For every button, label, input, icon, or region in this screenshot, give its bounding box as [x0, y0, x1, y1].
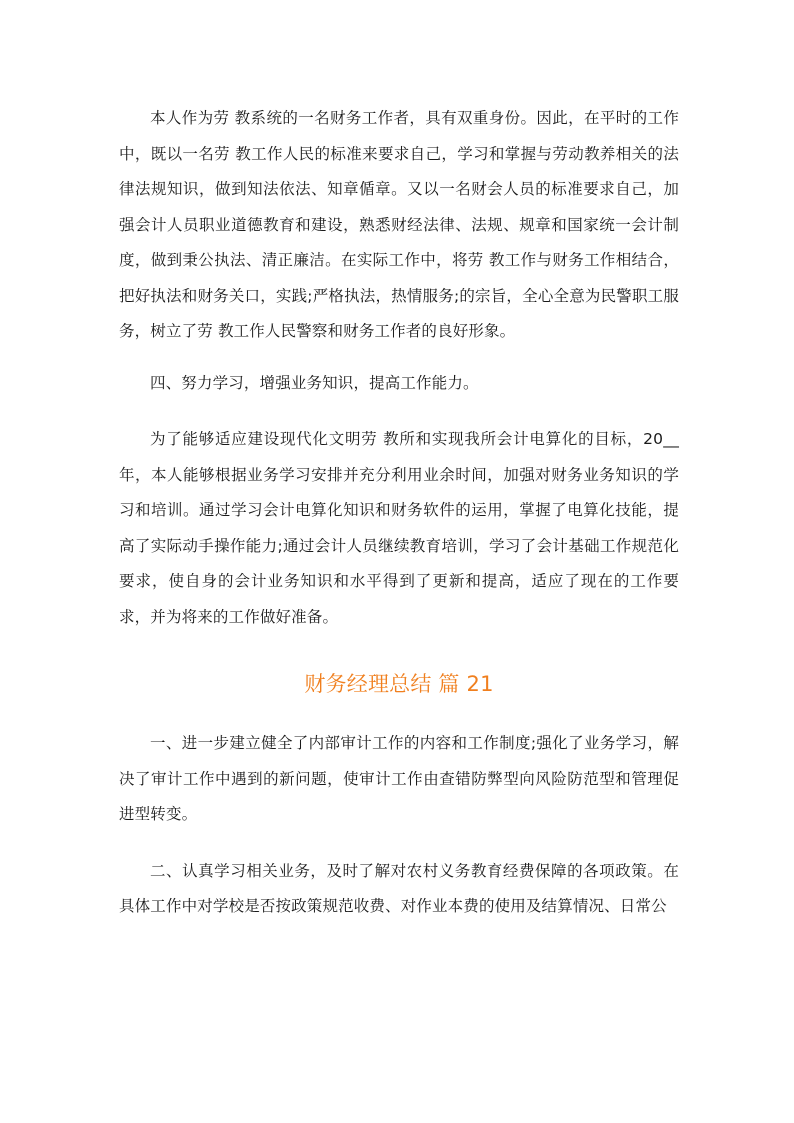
paragraph-section-four-title: 四、努力学习，增强业务知识，提高工作能力。 — [150, 373, 479, 392]
section-heading: 财务经理总结 篇 21 — [304, 672, 494, 696]
paragraph-study-and-training: 为了能够适应建设现代化文明劳 教所和实现我所会计电算化的目标，20__年，本人能够根据业务学习安排并充分利用业余时间，加强对财务业务知识的学习和培训。通过学习会计电算化知识和财务软件的运用，掌握了电算化技能，提高了实际动手操作能力;通过会计人员继续教育培训，学习了会计基础工作规范化要求，使自身的会计业务知识和水平得到了更新和提高，适应了现在的工作要求，并为将来的工作做好准备。 — [119, 430, 679, 626]
paragraph-rural-education-policy: 二、认真学习相关业务，及时了解对农村义务教育经费保障的各项政策。在具体工作中对学校是否按政策规范收费、对作业本费的使用及结算情况、日常公 — [119, 861, 679, 915]
paragraph-dual-identity: 本人作为劳 教系统的一名财务工作者，具有双重身份。因此，在平时的工作中，既以一名劳 教工作人民的标准来要求自己，学习和掌握与劳动教养相关的法律法规知识，做到知法依法、知章偱章。又以一名财会人员的标准要求自己，加强会计人员职业道德教育和建设，熟悉财经法律、法规、规章和国家统一会计制度，做到秉公执法、清正廉洁。在实际工作中，将劳 教工作与财务工作相结合，把好执法和财务关口，实践;严格执法，热情服务;的宗旨，全心全意为民警职工服务，树立了劳 教工作人民警察和财务工作者的良好形象。 — [119, 109, 679, 340]
document-body — [119, 101, 679, 925]
paragraph-audit-system: 一、进一步建立健全了内部审计工作的内容和工作制度;强化了业务学习，解决了审计工作中遇到的新问题，使审计工作由查错防弊型向风险防范型和管理促进型转变。 — [119, 734, 679, 823]
